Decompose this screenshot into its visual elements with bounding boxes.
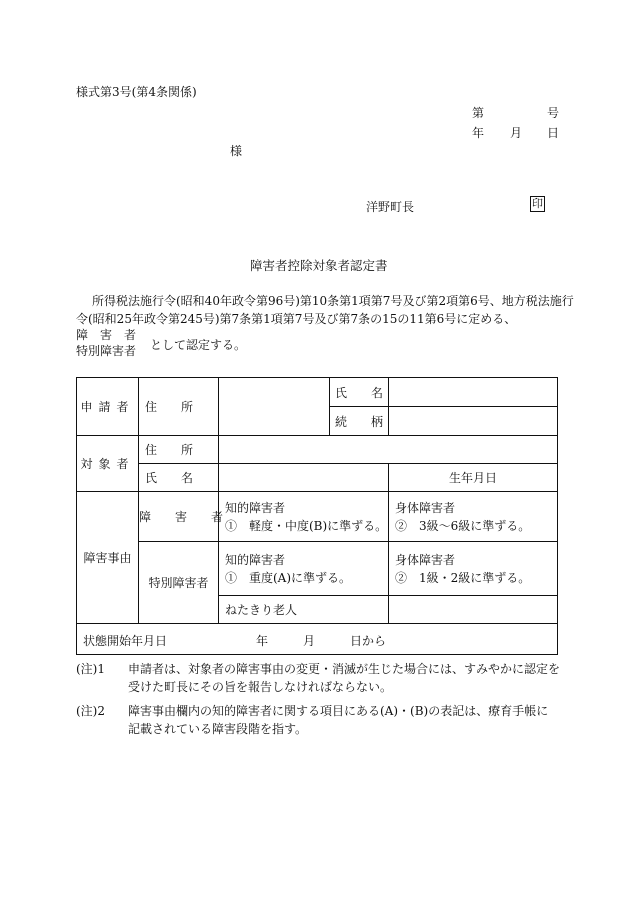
reason-label: 障害事由 [77,492,139,624]
r1-intellectual-text: ① 軽度・中度(B)に準ずる。 [225,518,388,533]
doc-no-prefix: 第 [472,106,485,120]
subject-name-field[interactable] [219,464,389,492]
notes [76,660,560,738]
r2-physical-option[interactable] [389,542,558,596]
r1-intellectual-title: 知的障害者 [225,500,286,515]
body-tail: として認定する。 [150,338,247,352]
note-2-label: (注)2 [76,704,105,718]
applicant-name-field[interactable] [389,378,558,407]
start-year-unit: 年 [256,634,269,648]
option-disabled: 障 害 者 [76,328,137,342]
seal-mark: 印 [532,197,543,210]
subject-name-label: 氏 名 [139,464,219,492]
start-date-row[interactable] [77,624,558,655]
subject-label: 対象者 [77,436,139,492]
r2-intellectual-title: 知的障害者 [225,552,286,567]
doc-no-suffix: 号 [547,106,560,120]
bedridden-option[interactable]: ねたきり老人 [219,596,389,624]
certification-table [76,377,558,655]
special-disabled-label: 特別障害者 [139,542,219,624]
r2-physical-text: ② 1級・2級に準ずる。 [395,570,531,585]
r2-intellectual-text: ① 重度(A)に準ずる。 [225,570,352,585]
date-month: 月 [510,126,523,140]
r2-physical-title: 身体障害者 [395,552,456,567]
r1-physical-text: ② 3級～6級に準ずる。 [395,518,531,533]
note-1-label: (注)1 [76,662,105,676]
r2-intellectual-option[interactable] [219,542,389,596]
note-1 [76,660,560,696]
body-line-2: 令(昭和25年政令第245号)第7条第1項第7号及び第7条の15の11第6号に定める、 [76,312,517,326]
body-line-1: 所得税法施行令(昭和40年政令第96号)第10条第1項第7号及び第2項第6号、地方税法施行 [92,294,574,308]
applicant-address-label: 住 所 [139,378,219,436]
note-1-text: 申請者は、対象者の障害事由の変更・消滅が生じた場合には、すみやかに認定を受けた町長にその旨を報告しなければならない。 [128,662,561,694]
note-2-text: 障害事由欄内の知的障害者に関する項目にある(A)・(B)の表記は、療育手帳に記載されている障害段階を指す。 [128,704,549,736]
disabled-label: 障 害 者 [139,492,219,542]
relation-label: 続 柄 [330,407,389,436]
r1-intellectual-option[interactable] [219,492,389,542]
applicant-label: 申請者 [77,378,139,436]
addressee-suffix: 様 [230,144,243,158]
applicant-address-field[interactable] [219,378,330,436]
form-number: 様式第3号(第4条関係) [76,85,197,99]
category-options [76,327,136,359]
issuer: 洋野町長 [366,200,415,214]
document-title: 障害者控除対象者認定書 [250,258,388,273]
start-date-label: 状態開始年月日 [83,634,168,648]
date-day: 日 [547,126,560,140]
birth-date-label: 生年月日 [389,464,558,492]
option-special-disabled: 特別障害者 [76,344,137,358]
subject-address-label: 住 所 [139,436,219,464]
start-day-unit: 日から [350,634,387,648]
subject-address-field[interactable] [219,436,558,464]
r1-physical-option[interactable] [389,492,558,542]
start-month-unit: 月 [303,634,316,648]
bedridden-empty-cell [389,596,558,624]
r1-physical-title: 身体障害者 [395,500,456,515]
applicant-name-label: 氏 名 [330,378,389,407]
relation-field[interactable] [389,407,558,436]
date-year: 年 [472,126,485,140]
note-2 [76,702,560,738]
